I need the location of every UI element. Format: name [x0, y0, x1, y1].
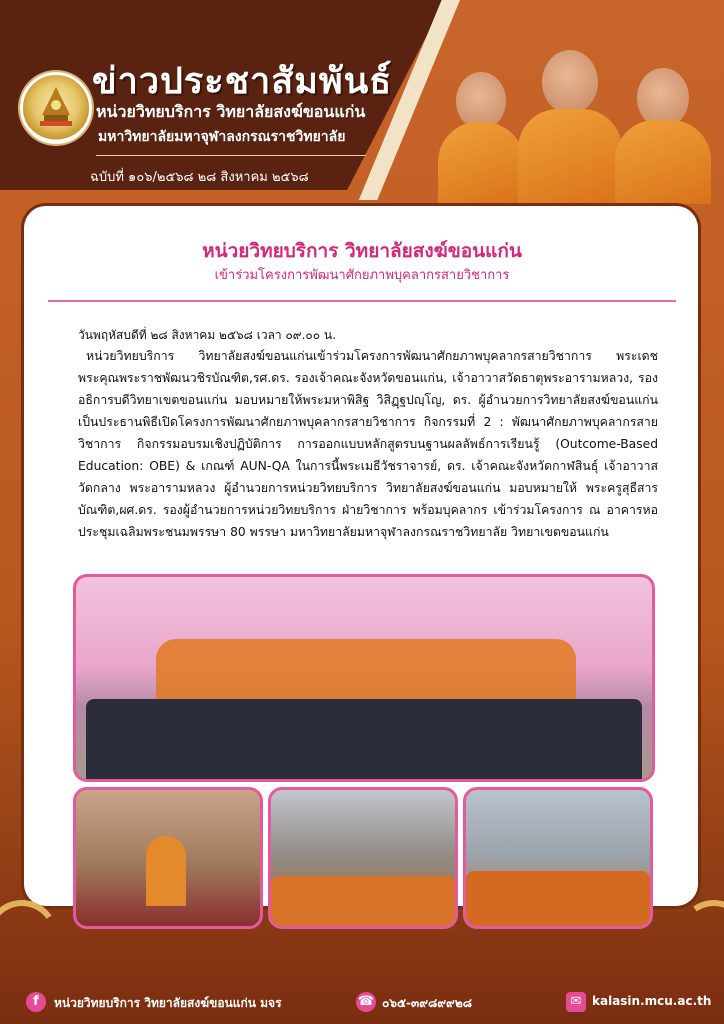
header-divider [96, 155, 366, 156]
university-name: มหาวิทยาลัยมหาจุฬาลงกรณราชวิทยาลัย [98, 129, 346, 145]
article-body: หน่วยวิทยบริการ วิทยาลัยสงฆ์ขอนแก่นเข้าร่วมโครงการพัฒนาศักยภาพบุคลากรสายวิชาการ พระเดชพระคุณพระราชพัฒนวชิรบัณฑิต,รศ.ดร. รองเจ้าคณะจังหวัดขอนแก่น, เจ้าอาวาสวัดธาตุพระอารามหลวง, รองอธิการบดีวิทยาเขตขอนแก่น มอบหมายให้พระมหาพิสิฐ วิสิฏฺฐปญฺโญ, ดร. ผู้อำนวยการวิทยาลัยสงฆ์ขอนแก่น เป็นประธานพิธีเปิดโครงการพัฒนาศักยภาพบุคลากรสายวิชาการ กิจกรรมที่ 2 : พัฒนาศักยภาพบุคลากรสายวิชาการ กิจกรรมอบรมเชิงปฏิบัติการ การออกแบบหลักสูตรบนฐานผลลัพธ์การเรียนรู้ (Outcome-Based Education: OBE) & เกณฑ์ AUN-QA ในการนี้พระเมธีวัชราจารย์, ดร. เจ้าคณะจังหวัดกาฬสินธุ์ เจ้าอาวาสวัดกลาง พระอารามหลวง ผู้อำนวยการหน่วยวิทยบริการ วิทยาลัยสงฆ์ขอนแก่น มอบหมายให้ พระครูสุธีสารบัณฑิต,ผศ.ดร. รองผู้อำนวยการหน่วยวิทยบริการ ฝ่ายวิชาการ พร้อมบุคลากร เข้าร่วมโครงการ ณ อาคารหอประชุมเฉลิมพระชนมพรรษา 80 พรรษา มหาวิทยาลัยมหาจุฬาลงกรณราชวิทยาลัย วิทยาเขตขอนแก่น [78, 349, 658, 539]
website-link[interactable]: kalasin.mcu.ac.th [592, 994, 712, 1008]
org-name: หน่วยวิทยบริการ วิทยาลัยสงฆ์ขอนแก่น [96, 102, 366, 121]
phone-icon: ☎ [356, 992, 376, 1012]
photo-workshop-2 [463, 787, 653, 929]
facebook-page-name[interactable]: หน่วยวิทยบริการ วิทยาลัยสงฆ์ขอนแก่น มจร [54, 996, 282, 1010]
newsletter-title: ข่าวประชาสัมพันธ์ [92, 61, 393, 102]
facebook-icon: f [26, 992, 46, 1012]
photo-ceremony [73, 787, 263, 929]
mail-icon: ✉ [566, 992, 586, 1012]
phone-number[interactable]: ๐๖๕-๓๙๘๙๙๒๘ [382, 996, 472, 1010]
group-photo [73, 574, 655, 782]
photo-workshop-1 [268, 787, 458, 929]
university-logo [20, 72, 92, 144]
article-headline: หน่วยวิทยบริการ วิทยาลัยสงฆ์ขอนแก่น [202, 240, 522, 262]
article-subheadline: เข้าร่วมโครงการพัฒนาศักยภาพบุคลากรสายวิชาการ [214, 268, 510, 283]
headline-divider [48, 300, 676, 302]
issue-number-date: ฉบับที่ ๑๐๖/๒๕๖๘ ๒๘ สิงหาคม ๒๕๖๘ [90, 170, 309, 185]
monk-portrait-right [615, 68, 711, 204]
monk-portrait-center [518, 50, 622, 204]
article-date: วันพฤหัสบดีที่ ๒๘ สิงหาคม ๒๕๖๘ เวลา ๐๙.๐๐ น. [78, 328, 336, 342]
monk-portrait-left [438, 72, 524, 204]
